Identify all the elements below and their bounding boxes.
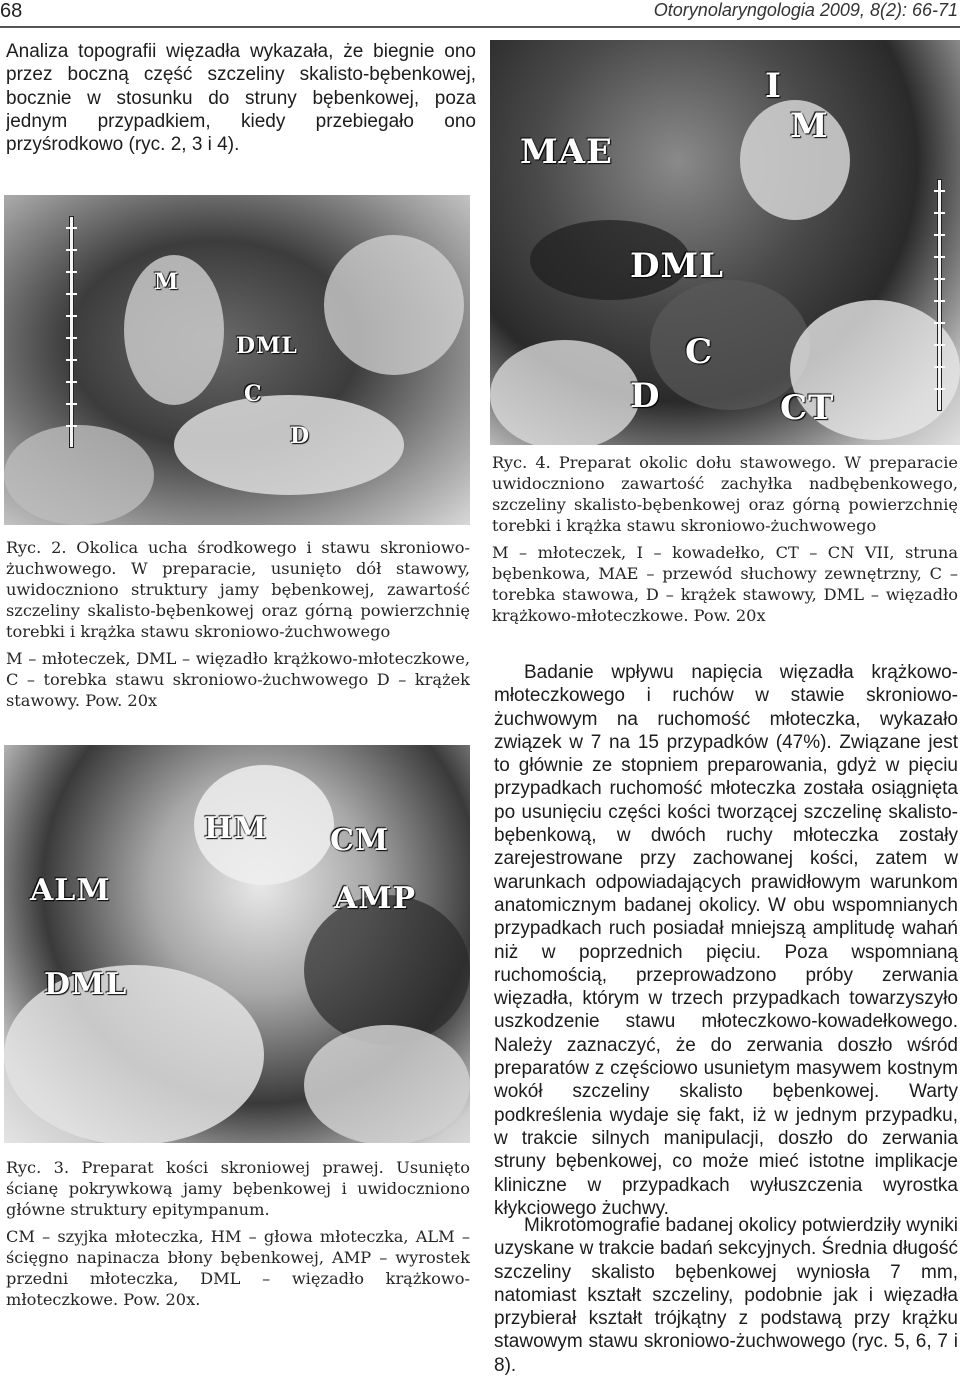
header-rule bbox=[0, 26, 960, 28]
label-cm: CM bbox=[330, 823, 390, 858]
journal-citation: Otorynolaryngologia 2009, 8(2): 66-71 bbox=[653, 0, 958, 20]
figure-4-caption-legend: M – młoteczek, I – kowadełko, CT – CN VII, struna bębenkowa, MAE – przewód słuchowy zewnętrzny, C – torebka stawowa, D – krążek stawowy, DML – więzadło krążkowo-młoteczkowe. Pow. 20x bbox=[492, 543, 958, 625]
figure-4-caption bbox=[492, 452, 958, 626]
label-hm: HM bbox=[204, 811, 268, 846]
label-m: M bbox=[154, 269, 180, 295]
figure-4-caption-title: Ryc. 4. Preparat okolic dołu stawowego. W preparacie uwidoczniono zawartość zachyłka nadbębenkowego, szczeliny skalisto-bębenkowej oraz górną powierzchnię torebki i krążka stawu skroniowo-żuchwowego bbox=[492, 453, 958, 535]
label-d: D bbox=[630, 376, 661, 416]
intro-paragraph: Analiza topografii więzadła wykazała, że biegnie ono przez boczną część szczeliny skalisto-bębenkowej, bocznie w stosunku do struny bębenkowej, poza jednym przypadkiem, kiedy przebiegało ono przyśrodkowo (ryc. 2, 3 i 4). bbox=[6, 41, 476, 156]
body-paragraph-2: Mikrotomografie badanej okolicy potwierdziły wyniki uzyskane w trakcie badań sekcyjnych. Średnia długość szczeliny skalisto bębenkowej wyniosła 7 mm, natomiast kształt szczeliny, podobnie jak i więzadła przybierał kształt trójkątny z podstawą przy krążku stawowym stawu skroniowo-żuchwowego (ryc. 5, 6, 7 i 8). bbox=[494, 1215, 959, 1376]
label-alm: ALM bbox=[30, 873, 111, 908]
label-amp: AMP bbox=[334, 881, 417, 916]
figure-3-caption bbox=[6, 1157, 470, 1310]
label-d: D bbox=[290, 423, 311, 449]
page-number: 68 bbox=[0, 0, 23, 22]
label-m: M bbox=[790, 106, 829, 146]
figure-3-photo bbox=[4, 745, 470, 1143]
scale-bar bbox=[938, 180, 941, 410]
figure-3-caption-title: Ryc. 3. Preparat kości skroniowej prawej. Usunięto ścianę pokrywkową jamy bębenkowej i uwidoczniono główne struktury epitympanum. bbox=[6, 1158, 470, 1219]
label-dml: DML bbox=[630, 246, 725, 286]
figure-2-caption-title: Ryc. 2. Okolica ucha środkowego i stawu skroniowo-żuchwowego. W preparacie, usunięto dół stawowy, uwidoczniono struktury jamy bębenkowej, zawartość szczeliny skalisto-bębenkowej oraz górną powierzchnię torebki i krążka stawu skroniowo-żuchwowego bbox=[6, 538, 470, 641]
figure-4-photo bbox=[490, 40, 960, 445]
label-dml: DML bbox=[44, 967, 128, 1002]
label-mae: MAE bbox=[520, 132, 613, 172]
body-paragraph-1: Badanie wpływu napięcia więzadła krążkowo-młoteczkowego i ruchów w stawie skroniowo-żuchwowym na ruchomość młoteczka, wykazało związek w 7 na 15 przypadków (47%). Związane jest to głównie ze stopniem preparowania, gdyż w pięciu przypadkach ruchomość młoteczka została osiągnięta po usunięciu części kości tworzącej szczelinę skalisto-bębenkową, w dwóch ruchy młoteczka zostały zarejestrowane przy zachowanej kości, zatem w warunkach odpowiadających prawidłowym warunkom anatomicznym badanej okolicy. W obu wspomnianych przypadkach ruch posiadał mniejszą amplitudę wahań niż w poprzednich pięciu. Poza wspomnianą ruchomością, przeprowadzono próby zerwania więzadła, którym w trzech przypadkach towarzyszyło uszkodzenie stawu młoteczkowo-kowadełkowego. Należy zaznaczyć, że do zerwania doszło wśród preparatów z częściowo usunietym masywem kostnym wokół szczeliny skalisto bębenkowej. Warty podkreślenia wydaje się fakt, iż w jednym przypadku, w trakcie silnych manipulacji, doszło do zerwania struny bębenkowej, co może mieć istotne implikacje kliniczne w przypadkach wyłuszczenia wyrostka kłykciowego żuchwy. bbox=[494, 662, 958, 1219]
label-c: C bbox=[685, 332, 714, 372]
figure-2-caption-legend: M – młoteczek, DML – więzadło krążkowo-młoteczkowe, C – torebka stawu skroniowo-żuchwowego D – krążek stawowy. Pow. 20x bbox=[6, 649, 470, 710]
label-dml: DML bbox=[236, 333, 298, 359]
label-i: I bbox=[765, 66, 782, 106]
figure-3-caption-legend: CM – szyjka młoteczka, HM – głowa młoteczka, ALM – ścięgno napinacza błony bębenkowej, AMP – wyrostek przedni młoteczka, DML – więzadło krążkowo-młoteczkowe. Pow. 20x. bbox=[6, 1227, 470, 1309]
figure-2-caption bbox=[6, 537, 470, 711]
figure-2-photo bbox=[4, 195, 470, 525]
label-ct: CT bbox=[780, 388, 835, 428]
scale-bar bbox=[70, 217, 73, 447]
label-c: C bbox=[244, 381, 263, 407]
